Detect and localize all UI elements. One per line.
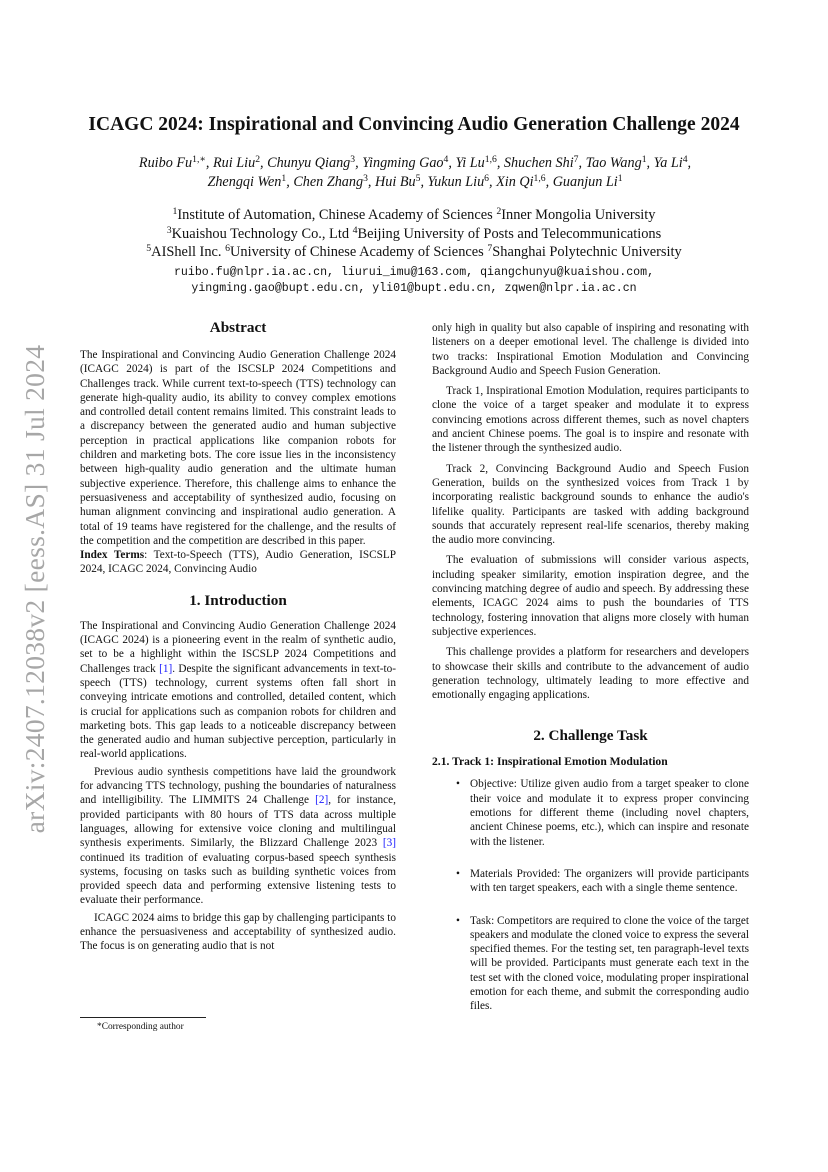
author-affiliation-marker: 5 [415, 173, 421, 185]
author-affiliation-marker: 1 [641, 154, 647, 166]
author-name: Ruibo Fu [138, 155, 193, 171]
intro-paragraph-1 [80, 619, 396, 762]
author-affiliation-marker: 1 [617, 173, 623, 185]
affiliation-number: 3 [166, 224, 172, 236]
affiliation-line [60, 206, 768, 225]
arxiv-identifier: arXiv:2407.12038v2 [eess.AS] 31 Jul 2024 [19, 344, 50, 834]
author-name: Chunyu Qiang [267, 155, 351, 171]
bullet-task-text: Task: Competitors are required to clone the voice of the target speakers and modulate the cloned voice to express the several specified themes. For the testing set, ten paragraph-level texts will be provided. Participants must generate each text in the test set with the cloned voice, modulating proper inspirational emotion for each theme, and submit the corresponding audio files. [470, 914, 749, 1013]
citation-3[interactable]: [3] [382, 837, 396, 850]
intro-paragraph-2 [80, 765, 396, 908]
author-affiliation-marker: 1,∗ [192, 154, 206, 166]
intro-p2-text-c: continued its tradition of evaluating corpus-based speech synthesis systems, focusing on tasks such as building synthetic voices from provided speech data and performing extensive listening tests to evaluate their performance. [80, 851, 396, 907]
author-name: Yi Lu [455, 155, 485, 171]
right-column [432, 321, 749, 1014]
affiliation-name: Beijing University of Posts and Telecommunications [357, 225, 662, 242]
affiliation-number: 4 [352, 224, 358, 236]
author-affiliation-marker: 1,6 [533, 173, 546, 185]
bullet-task [432, 914, 749, 1014]
affiliation-number: 5 [146, 243, 152, 255]
intro-p1-text-a: The Inspirational and Convincing Audio Generation Challenge 2024 (ICAGC 2024) is a pioneering event in the realm of synthetic audio, set to be a highlight within the ISCSLP 2024 Competitions and Challenges track [80, 619, 396, 675]
author-affiliation-marker: 3 [350, 154, 356, 166]
author-name: Xin Qi [496, 174, 534, 190]
intro-p2-text-b: , for instance, provided participants with 80 hours of TTS data across multiple languages, allowing for extensive voice cloning and multilingual synthesis experiments. Similarly, the Blizzard Challenge 2023 [80, 794, 396, 850]
affiliation-name: AIShell Inc. [151, 244, 226, 260]
footnote-divider [80, 1017, 206, 1018]
paper-title: ICAGC 2024: Inspirational and Convincing Audio Generation Challenge 2024 [88, 114, 740, 135]
affiliation-name: University of Chinese Academy of Sciences [230, 244, 488, 260]
author-name: Tao Wang [585, 155, 642, 171]
index-terms-label: Index Terms [80, 549, 145, 562]
citation-1[interactable]: [1] [159, 662, 173, 675]
introduction-heading: 1. Introduction [189, 591, 287, 609]
affiliation-name: Inner Mongolia University [501, 207, 656, 223]
author-name: Chen Zhang [293, 174, 364, 190]
intro-p2-text-a: Previous audio synthesis competitions have laid the groundwork for advancing TTS technology, pushing the boundaries of naturalness and intelligibility. The LIMMITS 24 Challenge [80, 765, 396, 807]
affiliation-name: Institute of Automation, Chinese Academy of Sciences [177, 207, 497, 223]
bullet-materials [432, 867, 749, 896]
intro-paragraph-3: ICAGC 2024 aims to bridge this gap by challenging participants to enhance the persuasiveness and acceptability of synthesized audio. The focus is on generating audio that is not [80, 911, 396, 953]
affiliations [60, 206, 768, 262]
author-affiliation-marker: 1 [281, 173, 287, 185]
author-name: Shuchen Shi [503, 155, 574, 171]
author-name: Zhengqi Wen [207, 174, 282, 190]
challenge-task-heading: 2. Challenge Task [533, 727, 648, 745]
bullet-marker: • [456, 778, 460, 791]
author-name: Yingming Gao [362, 155, 444, 171]
author-list: Ruibo $Fu^{1,∗}$, Rui Liu$^2$, Chunyu Qiang$^3$, Yingming Gao$^4$, Yi Lu$^{1,6}$, Shuchen Shi$^7$, Tao Wang$^1$, Ya Li$^4$, Zhengqi Wen$^1$, Chen Zhang$^3$, Hui Bu$^5$, Yukun Liu$^6$, Xin Qi$^{1,6}$, Guanjun Li$^1$ [138, 154, 692, 190]
footnote: *Corresponding author [97, 1022, 184, 1032]
author-affiliation-marker: 4 [443, 154, 449, 166]
author-affiliation-marker: 4 [682, 154, 688, 166]
index-terms-text: : Text-to-Speech (TTS), Audio Generation, ISCSLP 2024, ICAGC 2024, Convincing Audio [80, 549, 397, 576]
affiliation-number: 7 [487, 243, 493, 255]
author-name: Ya Li [653, 155, 683, 171]
author-affiliation-marker: 6 [484, 173, 489, 185]
track1-paragraph: Track 1, Inspirational Emotion Modulation, requires participants to clone the voice of a target speaker and modulate it to express convincing emotions across different themes, such as novel chapters and ancient Chinese poems. The goal is to inspire and resonate with the listener through the synthesized audio. [432, 385, 749, 455]
author-name: Yukun Liu [427, 174, 485, 190]
evaluation-paragraph: The evaluation of submissions will consider various aspects, including speaker similarity, emotion inspiration degree, and the convincing matching degree of audio and speech. By addressing these elements, ICAGC 2024 aims to push the boundaries of TTS technology, fostering innovation that aligns more closely with human subjective experiences. [432, 554, 749, 638]
bullet-marker: • [456, 914, 460, 927]
index-terms [80, 548, 396, 577]
author-affiliation-marker: 3 [363, 173, 368, 185]
arxiv-stamp [19, 334, 50, 844]
author-name: Guanjun Li [552, 174, 618, 190]
affiliation-number: 1 [172, 206, 178, 218]
bullet-materials-text: Materials Provided: The organizers will provide participants with ten target speakers, each with a single theme sentence. [470, 867, 749, 895]
author-name: Rui Liu [213, 155, 256, 171]
emails-line-1: ruibo.fu@nlpr.ia.ac.cn, liurui_imu@163.com, qiangchunyu@kuaishou.com, [173, 266, 655, 279]
track1-bullet-list [432, 777, 749, 1013]
affiliation-line [60, 243, 768, 262]
emails-line-2: yingming.gao@bupt.edu.cn, yli01@bupt.edu.cn, zqwen@nlpr.ia.ac.cn [191, 282, 637, 295]
platform-paragraph: This challenge provides a platform for researchers and developers to showcase their skills and contribute to the advancement of audio generation technology, ultimately leading to more effective and emotionally engaging applications. [432, 646, 749, 702]
affiliation-number: 6 [225, 243, 230, 255]
affiliation-line [60, 225, 768, 244]
author-affiliation-marker: 2 [255, 154, 261, 166]
author-affiliation-marker: 1,6 [484, 154, 497, 166]
affiliation-name: Shanghai Polytechnic University [492, 244, 682, 260]
intro-p1-text-b: . Despite the significant advancements in text-to-speech (TTS) technology, current systems often fall short in conveying intricate emotions and controlled, detailed content, which is crucial for applications such as companion robots for children and marketing bots. This gap leads to a noticeable discrepancy between the generated audio and human subjective perception, particularly in real-world applications. [80, 662, 396, 761]
affiliation-name: Kuaishou Technology Co., Ltd [171, 225, 353, 242]
left-column [80, 318, 396, 954]
abstract-heading: Abstract [209, 319, 267, 336]
author-emails [60, 265, 768, 297]
affiliation-number: 2 [496, 206, 502, 218]
author-affiliation-marker: 7 [573, 154, 579, 166]
bullet-objective-text: Objective: Utilize given audio from a target speaker to clone their voice and modulate it to express proper convincing emotions for different theme (including novel chapters, ancient Chinese poems, etc.), which can inspire and resonate with the listener. [470, 778, 749, 848]
track1-subheading: 2.1. Track 1: Inspirational Emotion Modulation [432, 755, 668, 769]
bullet-objective [432, 777, 749, 848]
abstract-text: The Inspirational and Convincing Audio Generation Challenge 2024 (ICAGC 2024) is part of the ISCSLP 2024 Competitions and Challenges track. While current text-to-speech (TTS) technology can generate high-quality audio, its ability to convey complex emotions and controlled detail content remains limited. This constraint leads to a discrepancy between the generated audio and human subjective perception in practical applications like companion robots for children and marketing bots. The core issue lies in the inconsistency between high-quality audio generation and the ultimate human subjective experience. Therefore, this challenge aims to enhance the persuasiveness and acceptability of synthesized audio, focusing on human alignment convincing and inspirational audio generation. A total of 19 teams have registered for the challenge, and the results of the competition and the competition are described in this paper. [80, 349, 396, 547]
track2-paragraph: Track 2, Convincing Background Audio and Speech Fusion Generation, builds on the synthesized voices from Track 1 by incorporating realistic background sounds to enhance the audio's lifelike quality. Participants are tasked with adding background sounds that accurately represent real-life scenarios, thereby making the audio more convincing. [432, 462, 749, 547]
author-name: Hui Bu [375, 174, 416, 190]
bullet-marker: • [456, 867, 460, 880]
intro-paragraph-continued: only high in quality but also capable of inspiring and resonating with listeners on a deeper emotional level. The challenge is divided into two tracks: Inspirational Emotion Modulation and Convincing Background Audio and Speech Fusion Generation. [432, 322, 749, 377]
citation-2[interactable]: [2] [315, 794, 329, 807]
